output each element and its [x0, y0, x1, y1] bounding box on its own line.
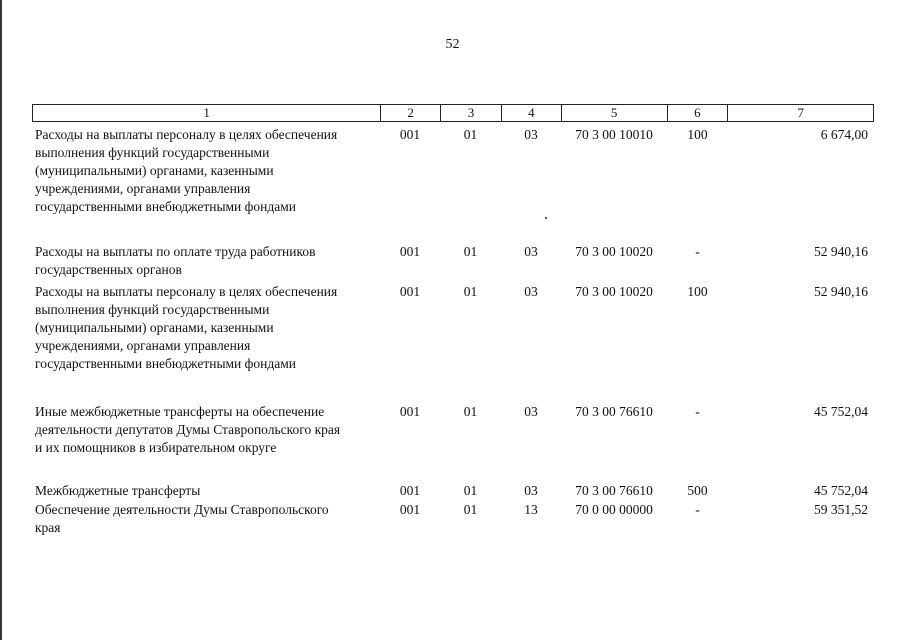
ministry-code: 001 [399, 284, 421, 299]
amount: 52 940,16 [814, 284, 868, 299]
expense-name-line: Расходы на выплаты персоналу в целях обеспечения [35, 284, 338, 299]
ministry-code: 001 [399, 127, 421, 142]
expense-name-line: Расходы на выплаты по оплате труда работников [35, 244, 316, 259]
target-article-code: 70 0 00 00000 [575, 502, 653, 517]
expense-type-code: 100 [687, 127, 708, 142]
table-row [32, 126, 874, 243]
amount: 45 752,04 [814, 404, 868, 419]
expense-name-cell [32, 403, 380, 482]
column-header-4: 4 [501, 105, 561, 121]
expense-name-line: учреждениями, органами управления [35, 338, 251, 353]
expense-type-code: - [695, 244, 700, 259]
amount: 45 752,04 [814, 483, 868, 498]
ministry-code: 001 [399, 244, 421, 259]
target-article-code: 70 3 00 10010 [575, 127, 653, 142]
expense-type-code: - [695, 502, 700, 517]
expense-name-line: государственных органов [35, 262, 182, 277]
expense-name-line: государственными внебюджетными фондами [35, 356, 297, 371]
expense-name-line: (муниципальными) органами, казенными [35, 163, 274, 178]
table-row [32, 403, 874, 482]
expense-name-line: выполнения функций государственными [35, 302, 270, 317]
expense-name-cell [32, 126, 380, 243]
expense-name-line: выполнения функций государственными [35, 145, 270, 160]
table-row [32, 501, 874, 541]
page-left-edge [0, 0, 2, 640]
expense-name-line: Расходы на выплаты персоналу в целях обеспечения [35, 127, 338, 142]
target-article-code: 70 3 00 76610 [575, 483, 653, 498]
page-number: 52 [445, 37, 460, 52]
scan-speck [545, 217, 547, 219]
expense-name-line: и их помощников в избирательном округе [35, 440, 277, 455]
section-code: 01 [463, 404, 478, 419]
amount: 6 674,00 [820, 127, 868, 142]
section-code: 01 [463, 483, 478, 498]
subsection-code: 03 [524, 244, 538, 259]
table-row [32, 482, 874, 501]
subsection-code: 03 [524, 127, 538, 142]
column-header-7: 7 [727, 105, 873, 121]
ministry-code: 001 [399, 483, 421, 498]
section-code: 01 [463, 284, 478, 299]
expense-type-code: 100 [687, 284, 708, 299]
column-header-1: 1 [203, 105, 210, 120]
ministry-code: 001 [399, 404, 421, 419]
amount: 52 940,16 [814, 244, 868, 259]
section-code: 01 [463, 502, 478, 517]
target-article-code: 70 3 00 76610 [575, 404, 653, 419]
section-code: 01 [463, 127, 478, 142]
ministry-code: 001 [399, 502, 421, 517]
expense-name-line: края [35, 520, 61, 535]
expense-name-line: Иные межбюджетные трансферты на обеспечение [35, 404, 325, 419]
section-code: 01 [463, 244, 478, 259]
table-row [32, 283, 874, 403]
subsection-code: 03 [524, 404, 538, 419]
table-header-row [32, 104, 874, 122]
column-header-6: 6 [667, 105, 728, 121]
subsection-code: 03 [524, 284, 538, 299]
target-article-code: 70 3 00 10020 [575, 244, 653, 259]
column-header-5: 5 [561, 105, 667, 121]
subsection-code: 03 [524, 483, 538, 498]
budget-table [32, 104, 874, 541]
expense-name-cell [32, 283, 380, 403]
expense-name-line: учреждениями, органами управления [35, 181, 251, 196]
expense-type-code: - [695, 404, 700, 419]
expense-name-cell [32, 243, 380, 283]
amount: 59 351,52 [814, 502, 868, 517]
subsection-code: 13 [524, 502, 538, 517]
expense-name-line: деятельности депутатов Думы Ставропольского края [35, 422, 341, 437]
expense-name-line: Обеспечение деятельности Думы Ставропольского [35, 502, 329, 517]
expense-name-line: Межбюджетные трансферты [35, 483, 201, 498]
expense-name-line: государственными внебюджетными фондами [35, 199, 297, 214]
expense-name-cell [32, 501, 380, 541]
column-header-3: 3 [440, 105, 501, 121]
column-header-2: 2 [380, 105, 440, 121]
expense-name-cell [32, 482, 380, 501]
table-row [32, 243, 874, 283]
target-article-code: 70 3 00 10020 [575, 284, 653, 299]
expense-type-code: 500 [687, 483, 708, 498]
expense-name-line: (муниципальными) органами, казенными [35, 320, 274, 335]
